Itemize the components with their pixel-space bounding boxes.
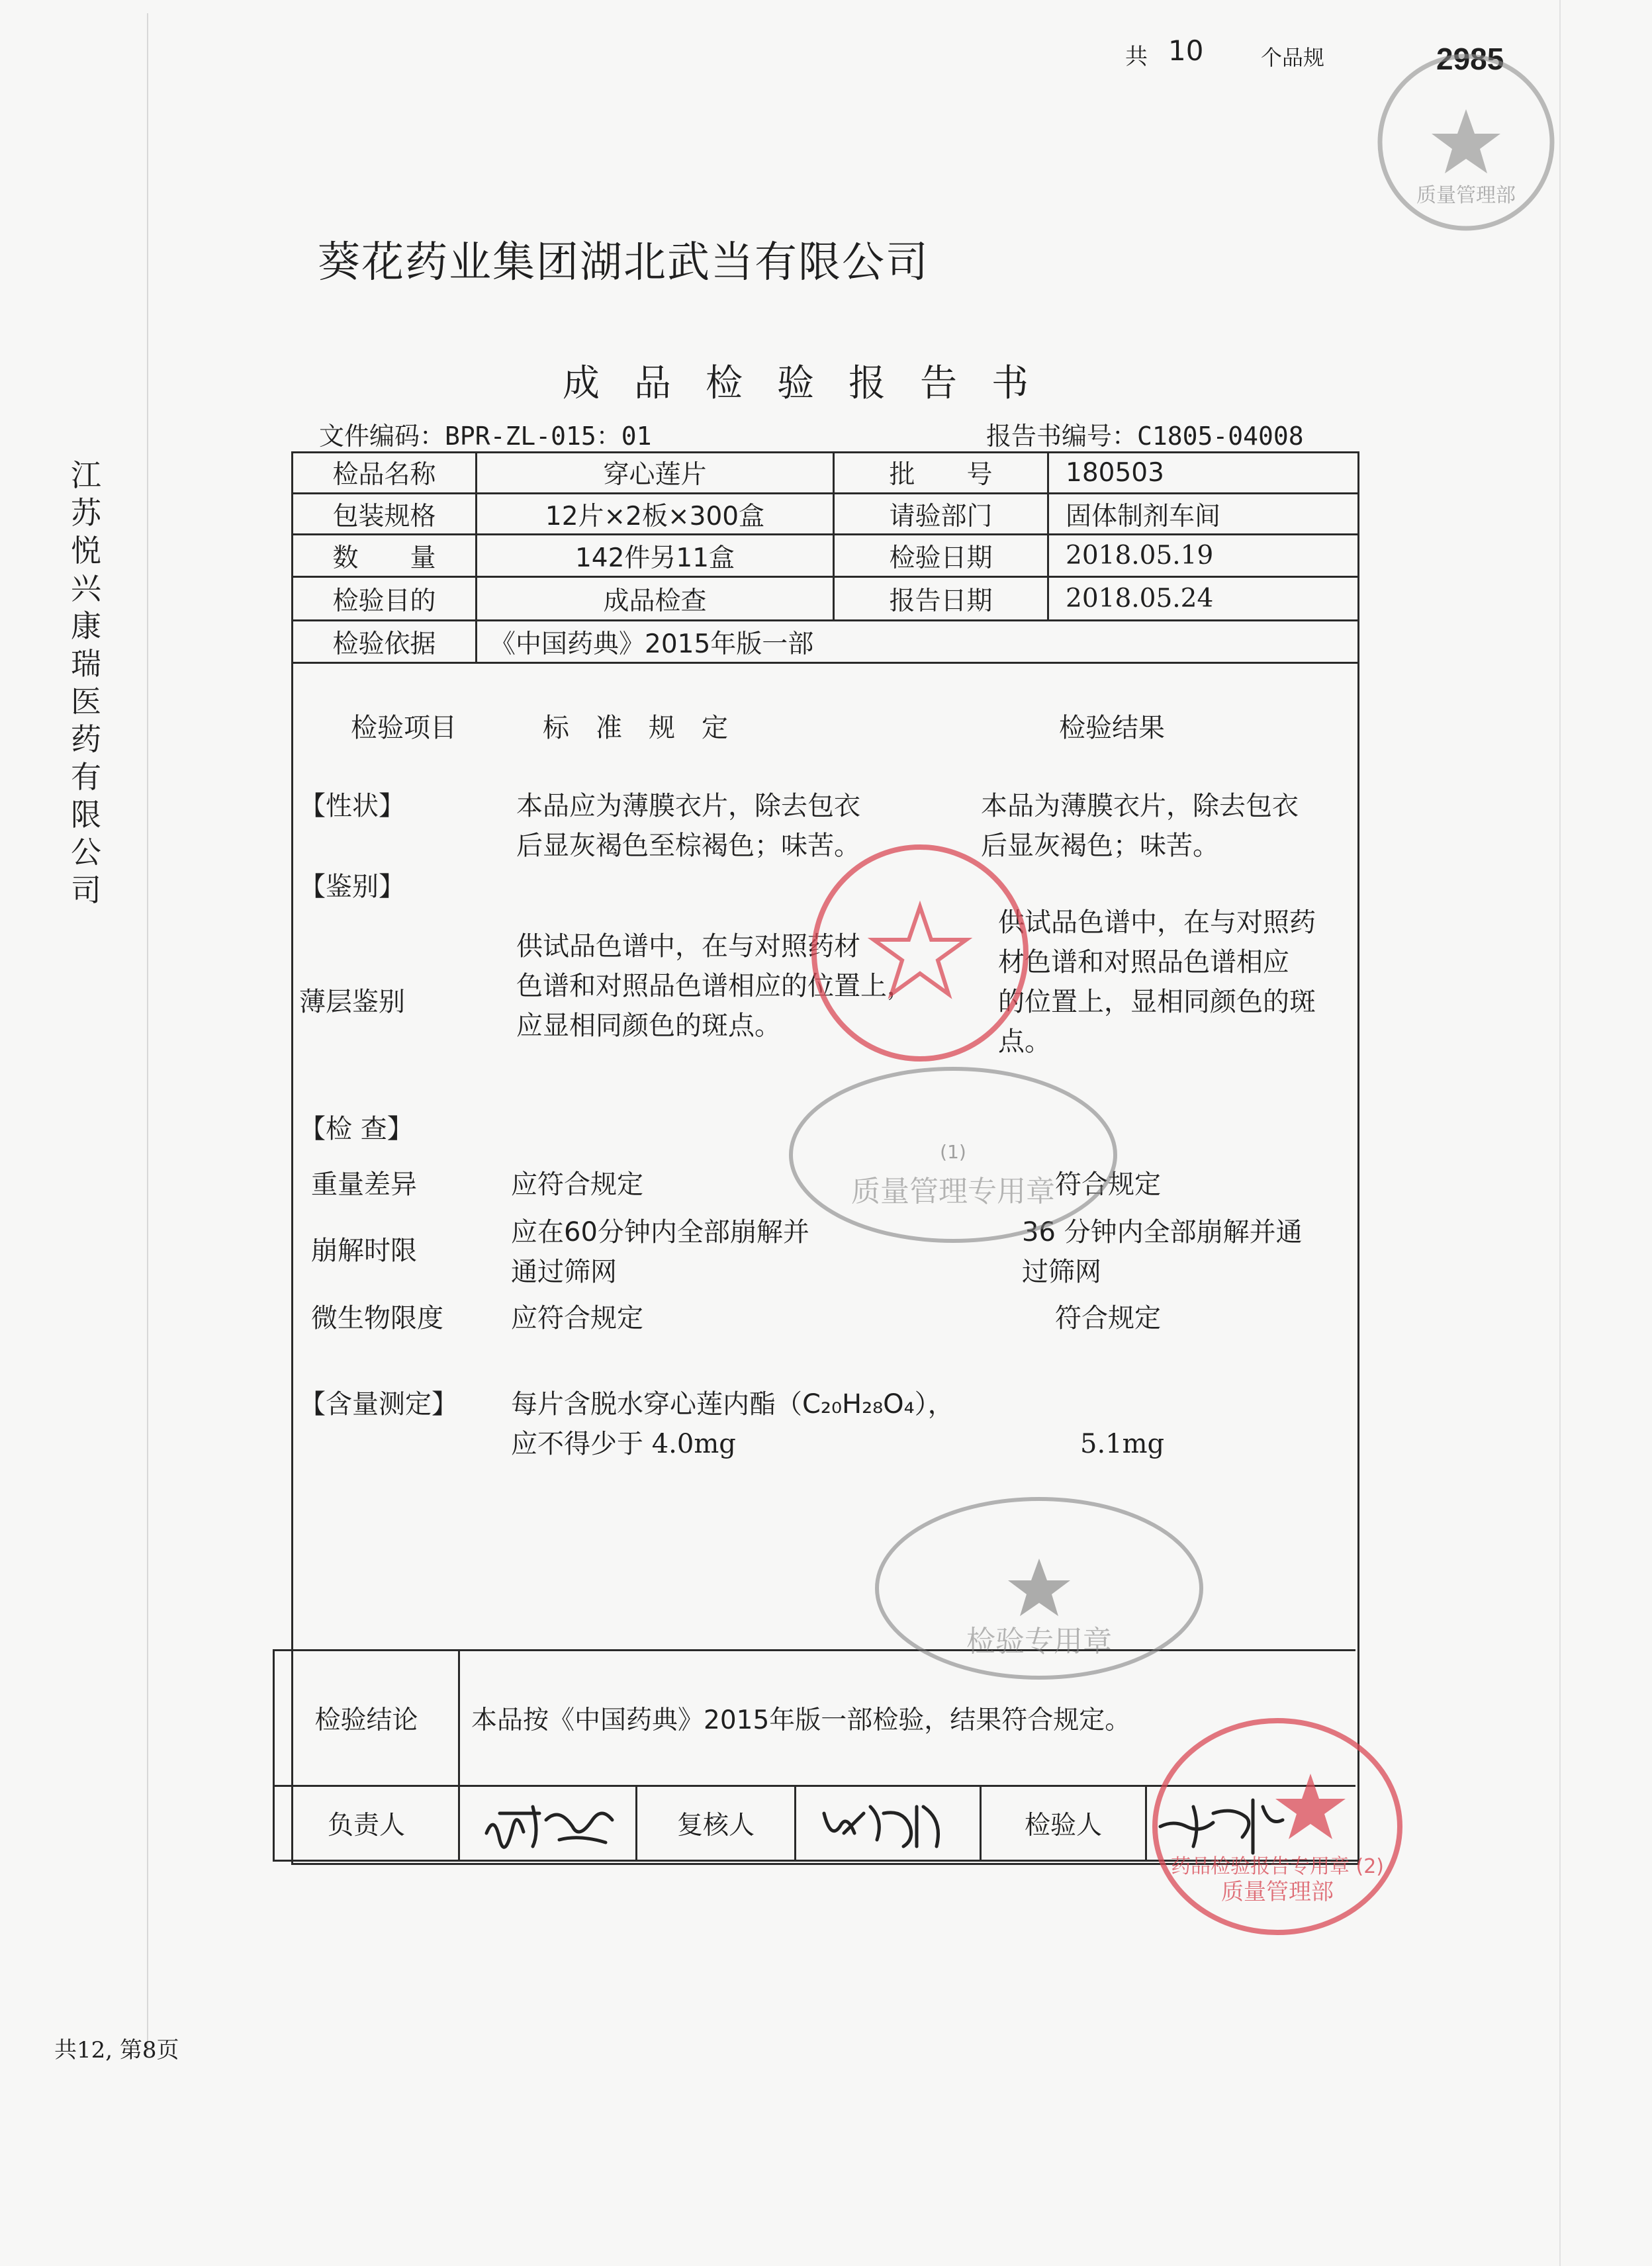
weight-standard: 应符合规定 — [511, 1169, 643, 1200]
svg-text:(1): (1) — [940, 1141, 966, 1163]
assay-result: 5.1mg — [1080, 1429, 1165, 1459]
disintegration-standard-1: 应在60分钟内全部崩解并 — [511, 1217, 809, 1247]
label-purpose: 检验目的 — [332, 586, 436, 616]
tlc-result-3: 的位置上，显相同颜色的斑 — [998, 987, 1316, 1017]
label-reviewer: 复核人 — [676, 1811, 755, 1840]
disintegration-result-2: 过筛网 — [1022, 1257, 1101, 1287]
weight-item: 重量差异 — [311, 1169, 417, 1200]
value-purpose: 成品检查 — [603, 586, 707, 616]
weight-result: 符合规定 — [1055, 1169, 1161, 1200]
count-value: 10 — [1168, 34, 1204, 67]
value-quantity: 142件另11盒 — [574, 543, 735, 573]
file-number: 文件编码：BPR-ZL-015：01 — [319, 422, 652, 451]
svg-text:药品检验报告专用章 (2): 药品检验报告专用章 (2) — [1170, 1855, 1385, 1878]
count-unit: 个品规 — [1261, 45, 1325, 70]
appearance-result-2: 后显灰褐色；味苦。 — [981, 831, 1219, 861]
disintegration-item: 崩解时限 — [311, 1236, 417, 1266]
tlc-standard-1: 供试品色谱中，在与对照药材 — [516, 931, 860, 962]
label-responsible: 负责人 — [327, 1811, 405, 1840]
value-inspect-date: 2018.05.19 — [1066, 541, 1214, 570]
assay-standard-2: 应不得少于 4.0mg — [511, 1429, 736, 1459]
tlc-result-4: 点。 — [998, 1026, 1051, 1057]
appearance-standard-2: 后显灰褐色至棕褐色；味苦。 — [516, 831, 860, 861]
microbial-standard: 应符合规定 — [511, 1303, 643, 1334]
gray-qa-stamp — [781, 1059, 1125, 1251]
heading-identification: 【鉴别】 — [299, 872, 405, 902]
scan-edge-line — [147, 13, 148, 2052]
tlc-result-2: 材色谱和对照品色谱相应 — [998, 947, 1289, 977]
signature-responsible — [460, 1787, 633, 1860]
label-inspect-date: 检验日期 — [889, 543, 993, 573]
appearance-result-1: 本品为薄膜衣片，除去包衣 — [981, 791, 1299, 821]
appearance-standard-1: 本品应为薄膜衣片，除去包衣 — [516, 791, 860, 821]
qa-department-stamp-top — [1370, 46, 1562, 238]
signature-reviewer — [798, 1787, 978, 1860]
col-header-result: 检验结果 — [1059, 713, 1165, 743]
label-report-date: 报告日期 — [889, 586, 993, 616]
value-dept: 固体制剂车间 — [1066, 501, 1221, 531]
label-conclusion: 检验结论 — [314, 1705, 418, 1735]
value-batch: 180503 — [1066, 457, 1164, 488]
tlc-standard-2: 色谱和对照品色谱相应的位置上， — [516, 971, 913, 1001]
red-company-stamp-middle — [801, 834, 1039, 1072]
value-basis: 《中国药典》2015年版一部 — [490, 629, 814, 659]
tlc-item: 薄层鉴别 — [299, 987, 405, 1017]
tlc-standard-3: 应显相同颜色的斑点。 — [516, 1011, 781, 1041]
tlc-result-1: 供试品色谱中，在与对照药 — [998, 907, 1316, 938]
gray-inspection-stamp — [867, 1489, 1211, 1688]
disintegration-result-1: 36 分钟内全部崩解并通 — [1022, 1217, 1303, 1247]
conclusion-text: 本品按《中国药典》2015年版一部检验，结果符合规定。 — [471, 1705, 1131, 1735]
label-basis: 检验依据 — [332, 629, 436, 659]
svg-text:质量管理部: 质量管理部 — [1221, 1879, 1334, 1905]
heading-checks: 【检 查】 — [299, 1114, 414, 1144]
svg-text:检验专用章: 检验专用章 — [966, 1625, 1112, 1658]
scan-edge-line-right — [1559, 0, 1561, 2266]
page-footer: 共12, 第8页 — [54, 2037, 179, 2063]
label-inspector: 检验人 — [1024, 1811, 1102, 1840]
value-product-name: 穿心莲片 — [603, 460, 707, 490]
report-title: 成品检验报告书 — [563, 362, 1063, 405]
report-number: 报告书编号：C1805-04008 — [986, 422, 1304, 451]
col-header-standard: 标 准 规 定 — [543, 713, 728, 743]
value-spec: 12片×2板×300盒 — [545, 501, 765, 531]
label-product-name: 检品名称 — [332, 460, 436, 490]
label-batch: 批 号 — [889, 460, 993, 490]
side-company-text: 江苏悦兴康瑞医药有限公司 — [71, 457, 101, 908]
microbial-item: 微生物限度 — [311, 1303, 443, 1334]
count-prefix: 共 — [1125, 44, 1148, 70]
svg-text:质量管理专用章: 质量管理专用章 — [851, 1175, 1055, 1208]
value-report-date: 2018.05.24 — [1066, 584, 1214, 613]
doc-number: 2985 — [1436, 42, 1504, 76]
heading-appearance: 【性状】 — [299, 791, 405, 821]
assay-standard-1: 每片含脱水穿心莲内酯（C₂₀H₂₈O₄）， — [511, 1389, 954, 1420]
heading-assay: 【含量测定】 — [299, 1389, 458, 1420]
company-name: 葵花药业集团湖北武当有限公司 — [318, 238, 929, 287]
microbial-result: 符合规定 — [1055, 1303, 1161, 1334]
svg-text:质量管理部: 质量管理部 — [1416, 184, 1516, 207]
red-inspection-report-stamp — [1145, 1707, 1410, 1946]
label-dept: 请验部门 — [889, 501, 993, 531]
disintegration-standard-2: 通过筛网 — [511, 1257, 617, 1287]
label-spec: 包装规格 — [332, 501, 436, 531]
label-quantity: 数 量 — [332, 543, 436, 573]
col-header-item: 检验项目 — [351, 713, 457, 743]
